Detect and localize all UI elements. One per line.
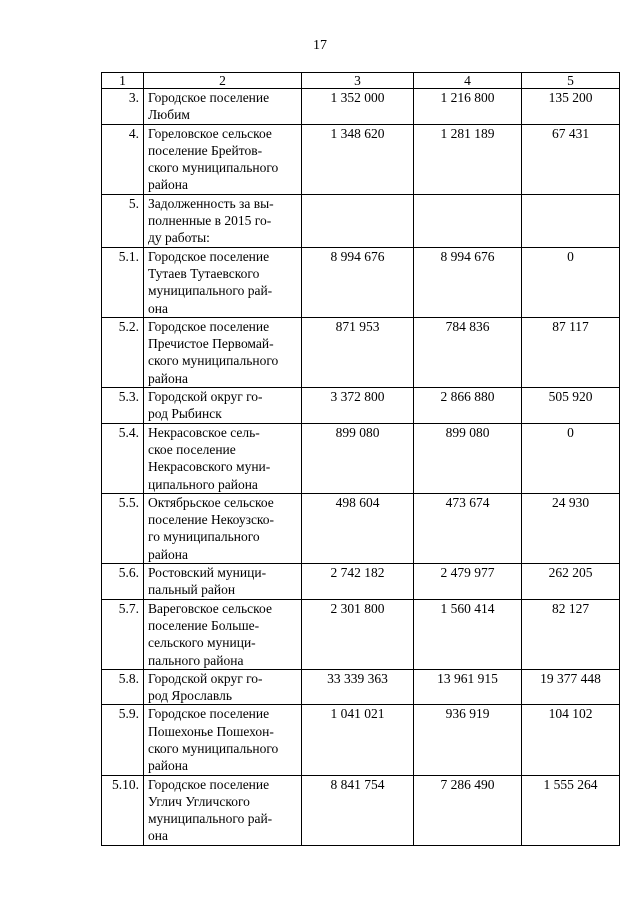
- page-number: 17: [313, 38, 327, 53]
- row-value-col-4: [414, 194, 522, 247]
- row-name-line: Городское поселение: [148, 90, 270, 105]
- header-col-1: 1: [102, 73, 144, 89]
- row-value-col-3: 2 301 800: [302, 599, 414, 669]
- row-number: 5.8.: [102, 669, 144, 705]
- row-number: 5.1.: [102, 247, 144, 317]
- row-name-line: пального района: [148, 652, 244, 668]
- row-name-line: Городское поселение: [148, 706, 270, 722]
- table-row: [102, 775, 620, 845]
- row-value-col-4: 1 281 189: [414, 124, 522, 194]
- header-row: [102, 73, 620, 89]
- row-name-line: Задолженность за вы-: [148, 195, 274, 211]
- row-name-line: ского муниципального: [148, 160, 279, 176]
- row-number: 5.2.: [102, 317, 144, 387]
- header-col-2: 2: [144, 73, 302, 89]
- row-value-col-3: 8 994 676: [302, 247, 414, 317]
- row-value-col-5: 135 200: [522, 89, 620, 125]
- row-value-col-3: 8 841 754: [302, 775, 414, 845]
- row-name-line: района: [148, 758, 188, 774]
- row-name-line: Некрасовского муни-: [148, 459, 271, 475]
- row-value-col-4: 2 866 880: [414, 388, 522, 424]
- row-number: 5.5.: [102, 493, 144, 563]
- row-name-line: Гореловское сельское: [148, 125, 272, 141]
- row-name: [144, 564, 302, 600]
- row-value-col-4: 2 479 977: [414, 564, 522, 600]
- row-name: [144, 599, 302, 669]
- row-value-col-4: 473 674: [414, 493, 522, 563]
- row-name-line: она: [148, 828, 168, 844]
- table-row: [102, 564, 620, 600]
- row-name: [144, 493, 302, 563]
- row-number: 5.: [102, 194, 144, 247]
- row-number: 5.3.: [102, 388, 144, 424]
- row-name-line: Тутаев Тутаевского: [148, 265, 260, 281]
- row-name-line: муниципального рай-: [148, 283, 273, 299]
- row-name-line: Вареговское сельское: [148, 600, 272, 616]
- row-value-col-3: 871 953: [302, 317, 414, 387]
- row-value-col-4: 784 836: [414, 317, 522, 387]
- table-row: [102, 194, 620, 247]
- row-name: [144, 194, 302, 247]
- data-table: [101, 72, 620, 846]
- row-name: [144, 775, 302, 845]
- row-name-line: ского муниципального: [148, 353, 279, 369]
- table-row: [102, 89, 620, 125]
- table-row: [102, 669, 620, 705]
- row-number: 4.: [102, 124, 144, 194]
- row-value-col-5: 24 930: [522, 493, 620, 563]
- row-value-col-4: 8 994 676: [414, 247, 522, 317]
- row-number: 5.9.: [102, 705, 144, 775]
- row-name: [144, 669, 302, 705]
- table-row: [102, 705, 620, 775]
- row-value-col-5: 87 117: [522, 317, 620, 387]
- table-row: [102, 493, 620, 563]
- row-value-col-5: 67 431: [522, 124, 620, 194]
- row-name-line: Городское поселение: [148, 318, 270, 334]
- row-value-col-3: [302, 194, 414, 247]
- row-name-line: Углич Угличского: [148, 793, 250, 809]
- row-name: [144, 89, 302, 125]
- row-name-line: ского муниципального: [148, 740, 279, 756]
- row-name-line: она: [148, 300, 168, 316]
- table-body: [102, 89, 620, 846]
- row-name-line: полненные в 2015 го-: [148, 213, 272, 229]
- row-value-col-4: 7 286 490: [414, 775, 522, 845]
- row-name: [144, 388, 302, 424]
- row-name-line: Октябрьское сельское: [148, 494, 274, 510]
- row-name-line: поселение Больше-: [148, 617, 260, 633]
- table-row: [102, 124, 620, 194]
- row-value-col-3: 1 348 620: [302, 124, 414, 194]
- row-name-line: муниципального рай-: [148, 811, 273, 827]
- row-value-col-3: 2 742 182: [302, 564, 414, 600]
- row-name-line: род Рыбинск: [148, 406, 222, 422]
- row-value-col-4: 936 919: [414, 705, 522, 775]
- table-row: [102, 388, 620, 424]
- row-value-col-3: 899 080: [302, 423, 414, 493]
- header-col-3: 3: [302, 73, 414, 89]
- row-value-col-3: 3 372 800: [302, 388, 414, 424]
- row-value-col-3: 1 041 021: [302, 705, 414, 775]
- row-name-line: Некрасовское сель-: [148, 424, 260, 440]
- table-row: [102, 317, 620, 387]
- row-value-col-4: 1 560 414: [414, 599, 522, 669]
- row-name: [144, 247, 302, 317]
- row-number: 5.10.: [102, 775, 144, 845]
- row-value-col-3: 33 339 363: [302, 669, 414, 705]
- row-name-line: Городской округ го-: [148, 670, 263, 686]
- row-value-col-5: 82 127: [522, 599, 620, 669]
- row-name-line: поселение Некоузско-: [148, 512, 275, 528]
- table-row: [102, 599, 620, 669]
- row-value-col-5: 1 555 264: [522, 775, 620, 845]
- row-name-line: ду работы:: [148, 230, 210, 246]
- row-name-line: района: [148, 546, 188, 562]
- row-name-line: род Ярославль: [148, 688, 233, 704]
- row-value-col-3: 498 604: [302, 493, 414, 563]
- row-value-col-5: 104 102: [522, 705, 620, 775]
- row-name-line: района: [148, 177, 188, 193]
- row-name-line: Любим: [148, 107, 190, 123]
- row-value-col-5: [522, 194, 620, 247]
- row-name-line: поселение Брейтов-: [148, 142, 263, 158]
- table-row: [102, 247, 620, 317]
- row-value-col-5: 19 377 448: [522, 669, 620, 705]
- row-value-col-5: 0: [522, 423, 620, 493]
- row-name-line: Городское поселение: [148, 776, 270, 792]
- row-name-line: го муниципального: [148, 529, 260, 545]
- row-name-line: Городской округ го-: [148, 389, 263, 405]
- header-col-4: 4: [414, 73, 522, 89]
- row-value-col-4: 13 961 915: [414, 669, 522, 705]
- row-name-line: ское поселение: [148, 441, 236, 457]
- row-name-line: пальный район: [148, 582, 236, 598]
- row-value-col-5: 505 920: [522, 388, 620, 424]
- row-number: 5.4.: [102, 423, 144, 493]
- row-name: [144, 317, 302, 387]
- header-col-5: 5: [522, 73, 620, 89]
- row-name-line: ципального района: [148, 476, 258, 492]
- row-value-col-3: 1 352 000: [302, 89, 414, 125]
- row-value-col-4: 899 080: [414, 423, 522, 493]
- row-name-line: Ростовский муници-: [148, 565, 267, 581]
- row-name-line: Городское поселение: [148, 248, 270, 264]
- row-number: 5.7.: [102, 599, 144, 669]
- table-row: [102, 423, 620, 493]
- row-name-line: Пречистое Первомай-: [148, 336, 274, 352]
- row-value-col-5: 262 205: [522, 564, 620, 600]
- row-name-line: сельского муници-: [148, 635, 256, 651]
- row-name-line: Пошехонье Пошехон-: [148, 723, 274, 739]
- row-name: [144, 705, 302, 775]
- row-name: [144, 124, 302, 194]
- row-name-line: района: [148, 370, 188, 386]
- row-number: 5.6.: [102, 564, 144, 600]
- row-name: [144, 423, 302, 493]
- row-number: 3.: [102, 89, 144, 125]
- row-value-col-5: 0: [522, 247, 620, 317]
- row-value-col-4: 1 216 800: [414, 89, 522, 125]
